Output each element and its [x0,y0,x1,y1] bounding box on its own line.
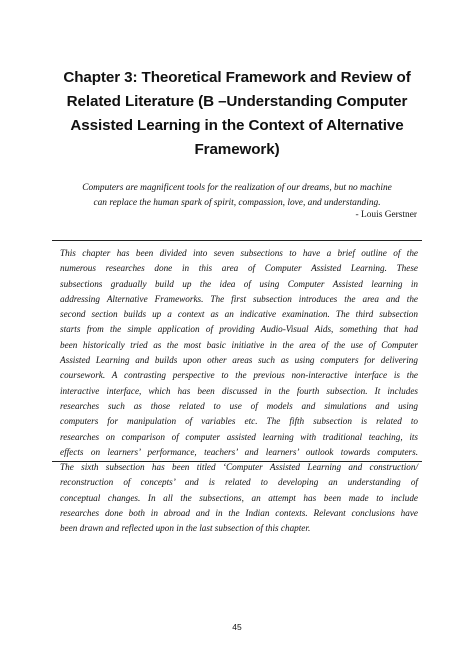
chapter-title-line: Assisted Learning in the Context of Alternative [70,117,404,134]
epigraph-line: Computers are magnificent tools for the realization of our dreams, but no machine [82,183,392,193]
epigraph-line: can replace the human spark of spirit, compassion, love, and understanding. [93,198,381,208]
abstract-line: The sixth subsection has been titled ‘Computer Assisted Learning and construction/ [60,462,418,473]
abstract-line: been drawn and reflected upon in the last subsection of this chapter. [60,523,311,534]
chapter-title [58,66,416,162]
abstract-line: Assisted Learning and builds upon other areas such as using computers for delivering [60,355,418,366]
abstract-line: conceptual changes. In all the subsections, an attempt has been made to include [60,492,418,503]
chapter-abstract [60,246,418,537]
abstract-line: effects on learners’ performance, teachers’ and learners’ outlook towards computers. [60,446,418,457]
abstract-line: second section builds up a context as an indicative examination. The third subsection [60,309,418,320]
abstract-line: reconstruction of concepts’ and is related to developing an understanding of [60,477,418,488]
abstract-line: been historically tried as the most basic initiative in the area of the use of Computer [60,339,418,350]
chapter-title-line: Chapter 3: Theoretical Framework and Review of [63,69,411,86]
abstract-line: researches on comparison of computer assisted learning with traditional teaching, its [60,431,418,442]
abstract-line: researches such as those related to use of models and simulations and using [60,400,418,411]
page-number: 45 [232,622,242,632]
abstract-line: researches done both in abroad and in the Indian contexts. Relevant conclusions have [60,508,418,519]
epigraph-quote [52,181,422,211]
abstract-line: computers for manipulation of variables etc. The fifth subsection is related to [60,416,418,427]
chapter-title-line: Framework) [194,141,280,158]
abstract-line: coursework. A contrasting perspective to the previous non-interactive interface is the [60,370,418,381]
abstract-line: interactive interface, which has been discussed in the fourth subsection. It includes [60,385,418,396]
epigraph-attribution: - Louis Gerstner [355,210,417,220]
abstract-line: This chapter has been divided into seven subsections to have a brief outline of the [60,248,418,258]
chapter-title-line: Related Literature (B –Understanding Computer [66,93,408,110]
abstract-line: numerous researches done in this area of Computer Assisted Learning. These [60,263,418,274]
abstract-line: starts from the simple application of providing Audio-Visual Aids, something that had [60,324,418,335]
abstract-line: addressing Alternative Frameworks. The first subsection introduces the area and the [60,293,418,304]
abstract-line: subsections gradually build up the idea of using Computer Assisted learning in [60,278,418,289]
